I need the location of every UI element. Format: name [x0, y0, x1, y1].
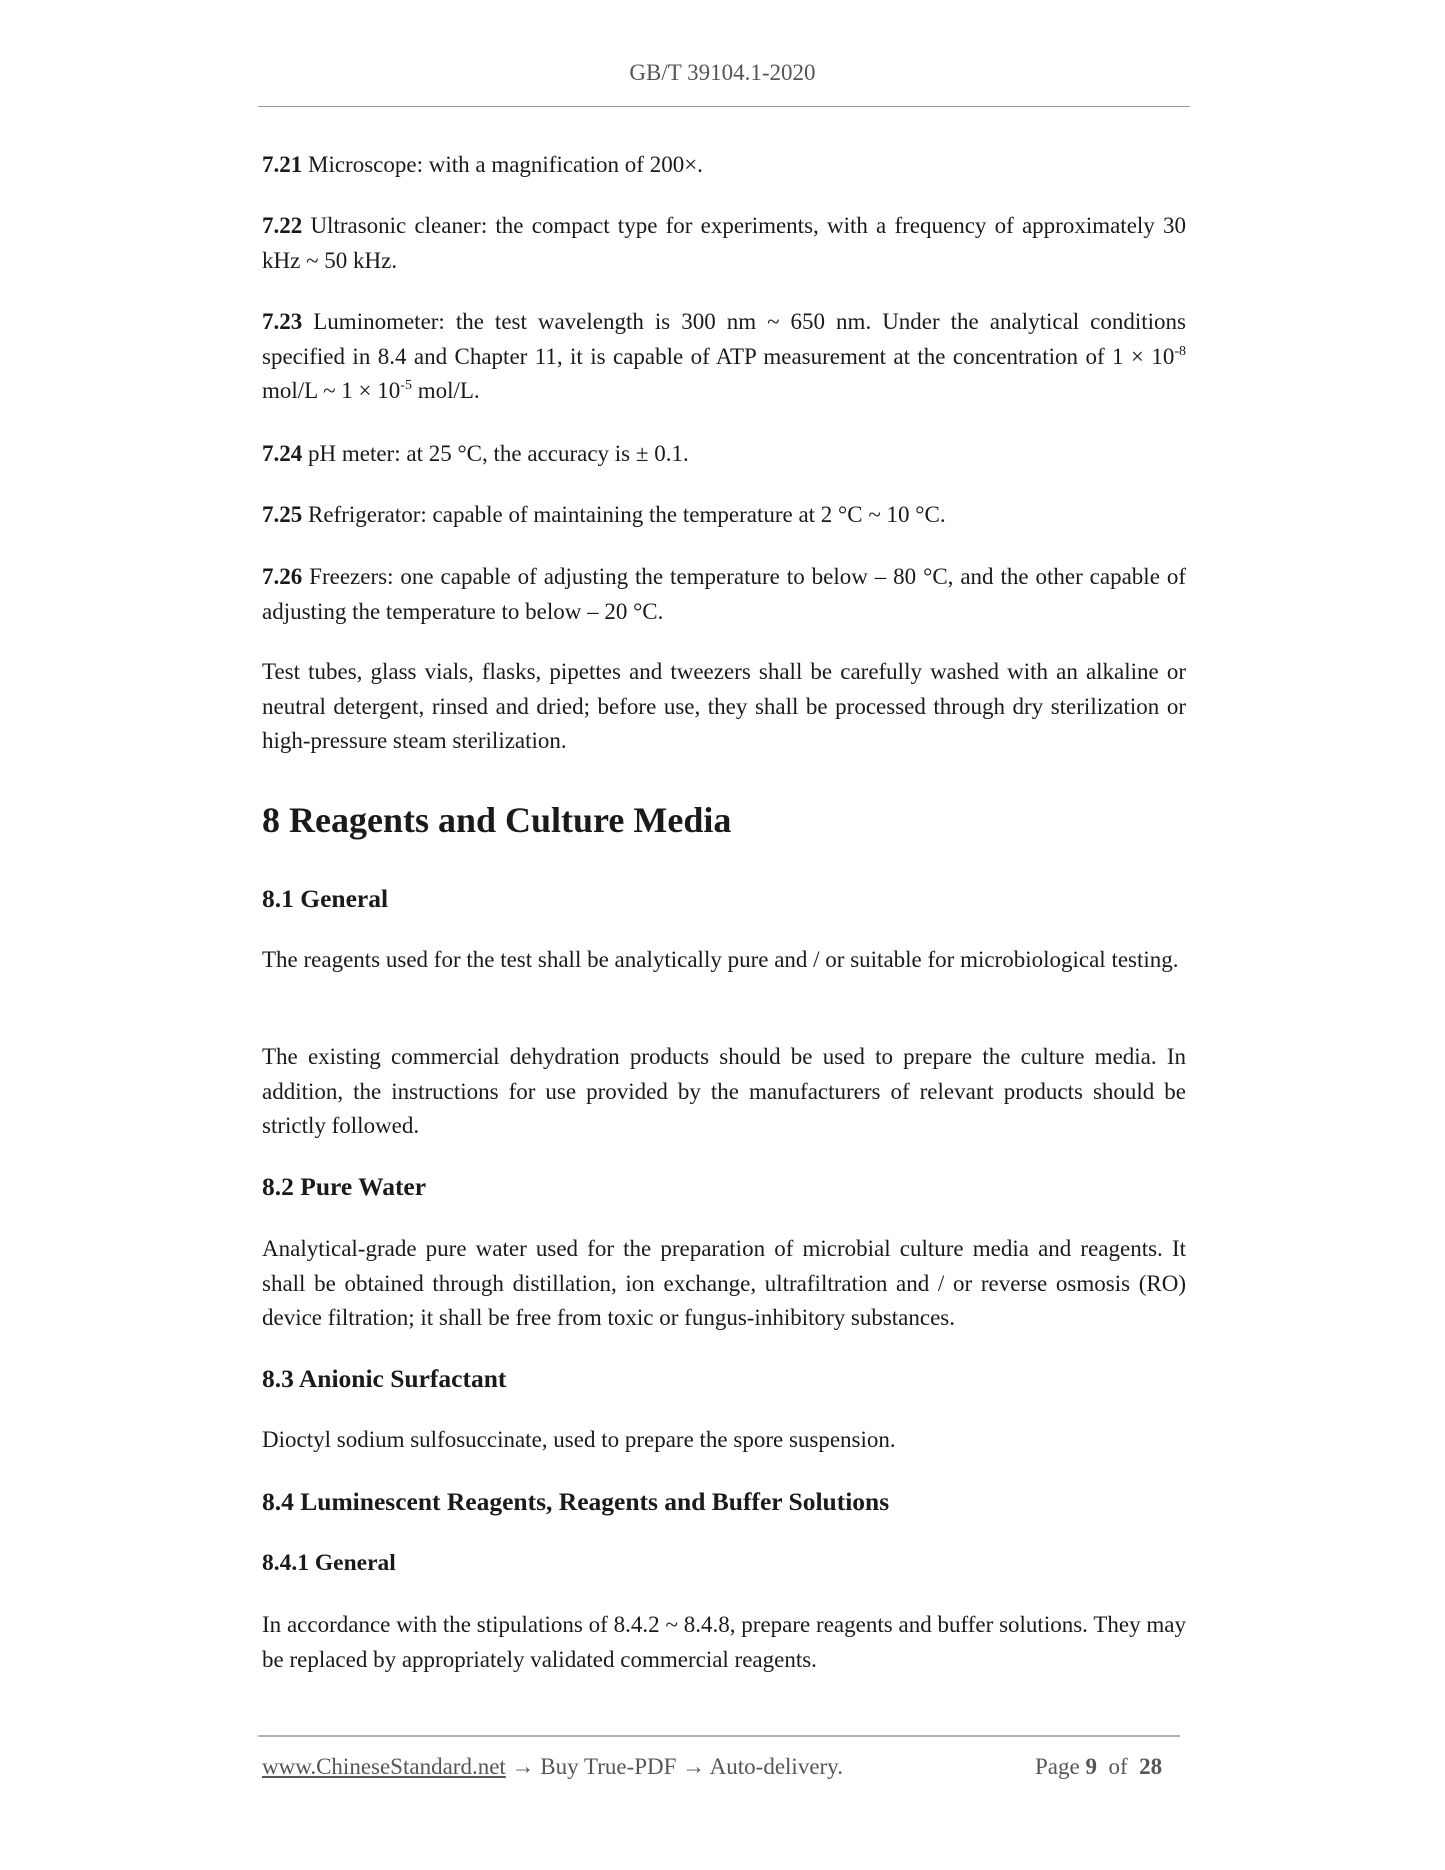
washing-paragraph: Test tubes, glass vials, flasks, pipettes and tweezers shall be carefully washed with an alkaline or neutral detergent, rinsed and dried; before use, they shall be processed through dry sterilization or high-pressure steam sterilization.: [262, 659, 1186, 754]
section-8-4-heading: 8.4 Luminescent Reagents, Reagents and Buffer Solutions: [262, 1487, 890, 1516]
clause-7-25: [262, 498, 1186, 533]
section-8-1-heading: 8.1 General: [262, 884, 389, 913]
clause-7-23: [262, 305, 1186, 409]
clause-7-22: [262, 209, 1186, 278]
section-8-1-paragraph-2: The existing commercial dehydration products should be used to prepare the culture media. In addition, the instructions for use provided by the manufacturers of relevant products should be strictly followed.: [262, 1044, 1186, 1139]
section-8-heading: 8 Reagents and Culture Media: [262, 800, 732, 840]
clause-text: Luminometer: the test wavelength is 300 nm ~ 650 nm. Under the analytical conditions specified in 8.4 and Chapter 11, it is capable of ATP measurement at the concentration of 1 × 10: [262, 309, 1186, 369]
page-number: [1035, 1754, 1162, 1780]
section-8-3-paragraph: Dioctyl sodium sulfosuccinate, used to prepare the spore suspension.: [262, 1427, 896, 1452]
clause-number: 7.24: [262, 441, 303, 466]
clause-number: 7.26: [262, 564, 303, 589]
page-label: Page: [1035, 1754, 1080, 1779]
exponent: -5: [400, 378, 412, 394]
exponent: -8: [1174, 343, 1186, 359]
clause-text: Microscope: with a magnification of 200×.: [302, 152, 703, 177]
clause-text: Refrigerator: capable of maintaining the temperature at 2 °C ~ 10 °C.: [302, 502, 946, 527]
clause-text: Freezers: one capable of adjusting the temperature to below – 80 °C, and the other capable of adjusting the temperature to below – 20 °C.: [262, 564, 1186, 624]
footer-divider: [258, 1735, 1180, 1737]
total-pages: 28: [1139, 1754, 1163, 1779]
clause-text: mol/L ~ 1 × 10: [262, 378, 401, 404]
chinesestandard-link[interactable]: www.ChineseStandard.net: [262, 1754, 506, 1779]
buy-pdf-text: Buy True-PDF: [534, 1754, 683, 1779]
section-8-2-paragraph: Analytical-grade pure water used for the preparation of microbial culture media and reagents. It shall be obtained through distillation, ion exchange, ultrafiltration and / or reverse osmosis (RO) device filtration; it shall be free from toxic or fungus-inhibitory substances.: [262, 1236, 1186, 1331]
clause-number: 7.23: [262, 309, 303, 334]
clause-text: pH meter: at 25 °C, the accuracy is ± 0.1.: [302, 441, 689, 466]
section-8-1-paragraph-1: The reagents used for the test shall be analytically pure and / or suitable for microbiological testing.: [262, 947, 1179, 972]
arrow-right-icon: →: [682, 1754, 706, 1779]
section-8-4-1-heading: 8.4.1 General: [262, 1550, 396, 1576]
header-divider: [258, 106, 1190, 107]
section-8-3-heading: 8.3 Anionic Surfactant: [262, 1364, 507, 1393]
clause-text: mol/L.: [411, 378, 480, 404]
section-8-4-1-paragraph: In accordance with the stipulations of 8.4.2 ~ 8.4.8, prepare reagents and buffer solutions. They may be replaced by appropriately validated commercial reagents.: [262, 1612, 1186, 1672]
clause-number: 7.25: [262, 502, 303, 527]
clause-number: 7.21: [262, 152, 303, 177]
clause-7-24: [262, 437, 1186, 472]
auto-delivery-text: Auto-delivery.: [705, 1754, 843, 1779]
clause-7-26: [262, 560, 1186, 629]
current-page: 9: [1085, 1754, 1097, 1779]
clause-number: 7.22: [262, 213, 303, 238]
of-label: of: [1108, 1754, 1128, 1779]
clause-7-21: [262, 148, 1186, 183]
document-id-header: GB/T 39104.1-2020: [629, 60, 816, 85]
footer-promo: [262, 1754, 843, 1780]
clause-text: Ultrasonic cleaner: the compact type for experiments, with a frequency of approximately 30 kHz ~ 50 kHz.: [262, 213, 1186, 273]
arrow-right-icon: →: [511, 1754, 535, 1779]
section-8-2-heading: 8.2 Pure Water: [262, 1172, 427, 1201]
